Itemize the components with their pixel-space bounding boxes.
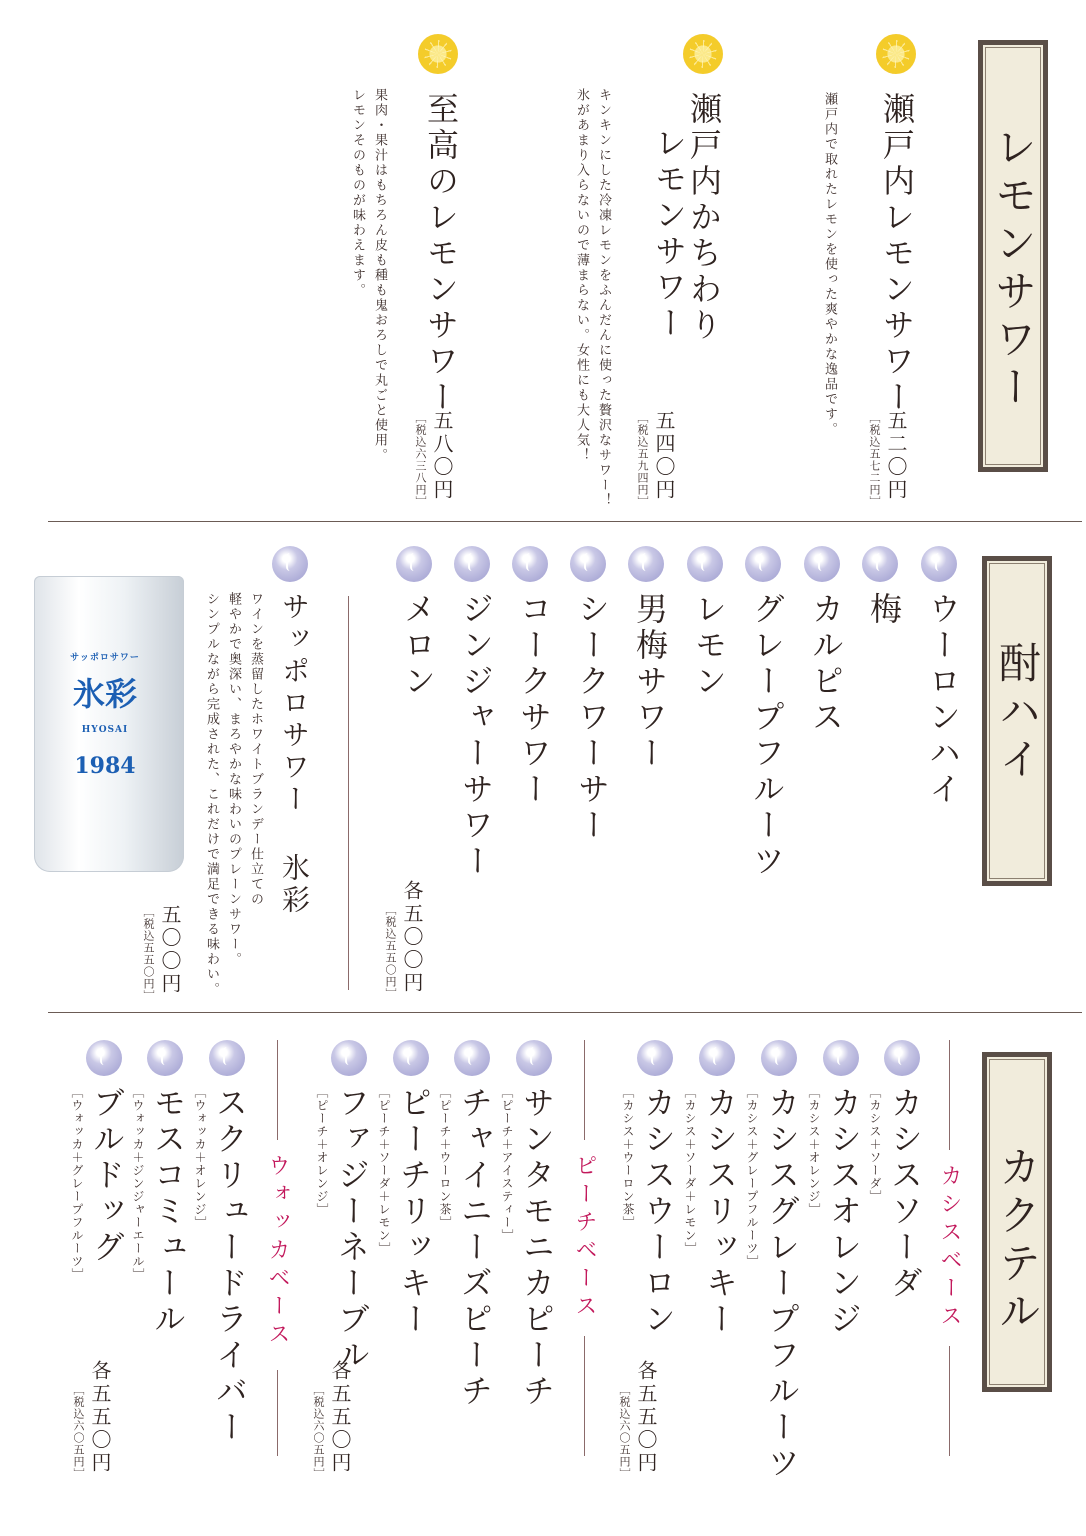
base-line <box>277 1370 278 1456</box>
cocktail-section-title: カクテル <box>993 1145 1042 1337</box>
lemon-item-1-desc: 瀬戸内で取れたレモンを使った爽やかな逸品です。 <box>822 92 837 437</box>
cocktail-item-sub: ［ウォッカ＋ジンジャーエール］ <box>131 1086 145 1281</box>
lemon-item-3-tax: ［税込六三八円］ <box>414 412 427 508</box>
section-divider <box>48 521 1082 522</box>
cocktail-item-sub: ［ウォッカ＋オレンジ］ <box>193 1086 207 1229</box>
cocktail-item-sub: ［ピーチ＋ソーダ＋レモン］ <box>377 1086 391 1255</box>
peach-price: 各五五〇円 <box>328 1360 352 1475</box>
lemon-item-3-desc-line2: レモンそのものが味わえます。 <box>350 88 365 298</box>
bubble-icon <box>761 1040 797 1076</box>
cocktail-item-sub: ［カシス＋グレープフルーツ］ <box>745 1086 759 1268</box>
chuhai-item: メロン <box>399 592 437 700</box>
lemon-item-1-name: 瀬戸内レモンサワー <box>878 92 916 416</box>
cassis-base-label: カシスベース <box>937 1164 962 1332</box>
bubble-icon <box>454 546 490 582</box>
base-line <box>949 1040 950 1150</box>
cassis-tax: ［税込六〇五円］ <box>618 1384 631 1480</box>
lemon-item-1-price: 五二〇円 <box>884 410 908 502</box>
bubble-icon <box>921 546 957 582</box>
cocktail-item-sub: ［ピーチ＋オレンジ］ <box>315 1086 329 1216</box>
hyosai-label-main: 氷彩 <box>72 675 137 713</box>
cocktail-item-name: スクリュードライバー <box>211 1086 249 1446</box>
chuhai-item: コークサワー <box>515 592 553 808</box>
cocktail-item-name: カシスグレープフルーツ <box>763 1086 801 1482</box>
bubble-icon <box>884 1040 920 1076</box>
lemon-slice-icon <box>683 34 723 74</box>
cocktail-item-sub: ［カシス＋ソーダ］ <box>868 1086 882 1203</box>
chuhai-section-title-box <box>982 556 1052 886</box>
bubble-icon <box>687 546 723 582</box>
lemon-section-title: レモンサワー <box>989 125 1038 413</box>
hyosai-desc-line1: ワインを蒸留したホワイトブランデー仕立ての <box>248 592 263 907</box>
bubble-icon <box>570 546 606 582</box>
hyosai-glass-label <box>62 640 148 784</box>
peach-tax: ［税込六〇五円］ <box>312 1384 325 1480</box>
bubble-icon <box>745 546 781 582</box>
cocktail-item-name: チャイニーズピーチ <box>456 1086 494 1410</box>
chuhai-item: ウーロンハイ <box>924 592 962 808</box>
bubble-icon <box>628 546 664 582</box>
column-divider <box>348 596 349 990</box>
section-divider <box>48 1012 1082 1013</box>
lemon-item-2-price: 五四〇円 <box>652 410 676 502</box>
cocktail-item-name: ピーチリッキー <box>395 1086 433 1338</box>
lemon-slice-icon <box>418 34 458 74</box>
vodka-price: 各五五〇円 <box>88 1360 112 1475</box>
cassis-price: 各五五〇円 <box>634 1360 658 1475</box>
bubble-icon <box>331 1040 367 1076</box>
lemon-item-1-tax: ［税込五七二円］ <box>868 412 881 508</box>
lemon-item-3-desc-line1: 果肉・果汁はもちろん皮も種も鬼おろしで丸ごと使用。 <box>372 88 387 463</box>
bubble-icon <box>804 546 840 582</box>
hyosai-tax: ［税込五五〇円］ <box>142 906 155 1002</box>
lemon-item-3-name: 至高のレモンサワー <box>422 92 460 416</box>
cocktail-item-sub: ［カシス＋ソーダ＋レモン］ <box>683 1086 697 1255</box>
cocktail-item-name: カシスウーロン <box>639 1086 677 1338</box>
cocktail-item-name: カシスリッキー <box>701 1086 739 1338</box>
cocktail-item-name: ブルドッグ <box>88 1086 126 1266</box>
cocktail-item-sub: ［カシス＋オレンジ］ <box>807 1086 821 1216</box>
lemon-section-title-box <box>978 40 1048 472</box>
lemon-item-2-desc-line2: 氷があまり入らないので薄まらない。女性にも大人気！ <box>574 88 589 463</box>
chuhai-item: 梅 <box>865 592 903 628</box>
hyosai-desc-line3: シンプルながら完成された、これだけで満足できる味わい。 <box>204 592 219 997</box>
bubble-icon <box>147 1040 183 1076</box>
cocktail-item-sub: ［カシス＋ウーロン茶］ <box>621 1086 635 1229</box>
base-line <box>949 1346 950 1456</box>
bubble-icon <box>272 546 308 582</box>
cocktail-section-title-box <box>982 1052 1052 1392</box>
hyosai-label-roman: HYOSAI <box>81 725 129 735</box>
hyosai-label-year: 1984 <box>74 753 136 779</box>
bubble-icon <box>862 546 898 582</box>
cocktail-item-name: モスコミュール <box>149 1086 187 1338</box>
chuhai-tax: ［税込五五〇円］ <box>384 904 397 1000</box>
bubble-icon <box>699 1040 735 1076</box>
chuhai-item: 男梅サワー <box>631 592 669 772</box>
chuhai-item: レモン <box>690 592 728 700</box>
bubble-icon <box>86 1040 122 1076</box>
lemon-item-2-desc-line1: キンキンにした冷凍レモンをふんだんに使った贅沢なサワー！ <box>596 88 611 508</box>
base-line <box>584 1040 585 1140</box>
hyosai-name: サッポロサワー 氷彩 <box>278 592 311 917</box>
vodka-tax: ［税込六〇五円］ <box>72 1384 85 1480</box>
bubble-icon <box>454 1040 490 1076</box>
cocktail-item-name: サンタモニカピーチ <box>518 1086 556 1410</box>
chuhai-item: ジンジャーサワー <box>457 592 495 880</box>
chuhai-item: シークワーサー <box>573 592 611 844</box>
cocktail-item-name: カシスオレンジ <box>825 1086 863 1338</box>
hyosai-label-brand: サッポロサワー <box>70 653 140 663</box>
bubble-icon <box>393 1040 429 1076</box>
chuhai-price: 各五〇〇円 <box>400 880 424 995</box>
cocktail-item-name: ファジーネーブル <box>333 1086 371 1374</box>
cocktail-item-sub: ［ピーチ＋ウーロン茶］ <box>438 1086 452 1229</box>
bubble-icon <box>209 1040 245 1076</box>
lemon-item-2-tax: ［税込五九四円］ <box>636 412 649 508</box>
cocktail-item-name: カシスソーダ <box>886 1086 924 1302</box>
bubble-icon <box>512 546 548 582</box>
peach-base-label: ピーチベース <box>572 1154 597 1322</box>
lemon-item-2-name-line2: レモンサワー <box>650 126 688 342</box>
vodka-base-label: ウォッカベース <box>265 1154 290 1350</box>
bubble-icon <box>396 546 432 582</box>
chuhai-item: カルピス <box>807 592 845 736</box>
base-line <box>277 1040 278 1140</box>
lemon-slice-icon <box>876 34 916 74</box>
base-line <box>584 1336 585 1456</box>
lemon-item-3-price: 五八〇円 <box>430 410 454 502</box>
cocktail-item-sub: ［ピーチ＋アイスティー］ <box>500 1086 514 1242</box>
bubble-icon <box>516 1040 552 1076</box>
chuhai-section-title: 酎ハイ <box>993 641 1042 785</box>
bubble-icon <box>823 1040 859 1076</box>
hyosai-price: 五〇〇円 <box>158 904 182 996</box>
cocktail-item-sub: ［ウォッカ＋グレープフルーツ］ <box>70 1086 84 1281</box>
lemon-item-2-name-line1: 瀬戸内かちわり <box>685 92 723 344</box>
chuhai-item: グレープフルーツ <box>748 592 786 880</box>
bubble-icon <box>637 1040 673 1076</box>
hyosai-desc-line2: 軽やかで奥深い、まろやかな味わいのプレーンサワー。 <box>226 592 241 967</box>
